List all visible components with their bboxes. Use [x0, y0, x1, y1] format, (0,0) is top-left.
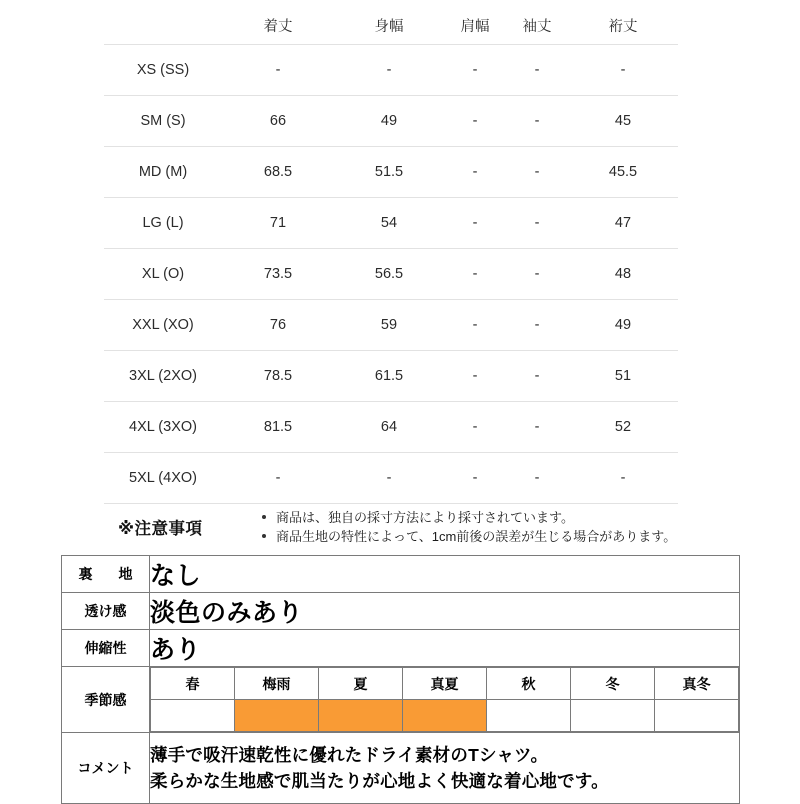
- cell-mihaba: 59: [334, 300, 444, 351]
- spec-value-stretch: あり: [150, 630, 740, 667]
- spec-label-sheerness: 透け感: [62, 593, 150, 630]
- row-size-label: SM (S): [104, 96, 222, 147]
- table-row-stretch: [62, 630, 740, 667]
- cell-mihaba: 61.5: [334, 351, 444, 402]
- cell-mihaba: 49: [334, 96, 444, 147]
- spec-label-stretch: 伸縮性: [62, 630, 150, 667]
- cell-yukitake: -: [568, 453, 678, 504]
- cell-katahaba: -: [444, 402, 506, 453]
- size-chart-header-row: [104, 6, 678, 45]
- size-chart: [104, 6, 678, 504]
- cell-sodetake: -: [506, 45, 568, 96]
- cell-kitake: 81.5: [222, 402, 334, 453]
- season-mark-mafuyu: [655, 700, 739, 732]
- col-header-kitake: 着丈: [222, 6, 334, 45]
- cell-yukitake: 47: [568, 198, 678, 249]
- season-mark-manatsu: [403, 700, 487, 732]
- cell-katahaba: -: [444, 198, 506, 249]
- table-row: [104, 300, 678, 351]
- table-row: [104, 147, 678, 198]
- spec-label-lining: 裏 地: [62, 556, 150, 593]
- cell-sodetake: -: [506, 198, 568, 249]
- row-size-label: MD (M): [104, 147, 222, 198]
- table-row-lining: [62, 556, 740, 593]
- row-size-label: 4XL (3XO): [104, 402, 222, 453]
- spec-value-lining: なし: [150, 556, 740, 593]
- cell-yukitake: 45: [568, 96, 678, 147]
- cell-mihaba: -: [334, 45, 444, 96]
- table-row: [104, 96, 678, 147]
- cell-kitake: -: [222, 453, 334, 504]
- notes-section: [118, 508, 698, 546]
- cell-kitake: 66: [222, 96, 334, 147]
- table-row-sheerness: [62, 593, 740, 630]
- cell-katahaba: -: [444, 300, 506, 351]
- cell-mihaba: 54: [334, 198, 444, 249]
- cell-katahaba: -: [444, 45, 506, 96]
- spec-table-container: [61, 555, 740, 804]
- row-size-label: LG (L): [104, 198, 222, 249]
- season-header-tsuyu: 梅雨: [235, 668, 319, 700]
- cell-sodetake: -: [506, 147, 568, 198]
- table-row: [104, 351, 678, 402]
- row-size-label: 3XL (2XO): [104, 351, 222, 402]
- col-header-sodetake: 袖丈: [506, 6, 568, 45]
- col-header-yukitake: 裄丈: [568, 6, 678, 45]
- cell-yukitake: 45.5: [568, 147, 678, 198]
- cell-mihaba: 56.5: [334, 249, 444, 300]
- list-item: 商品生地の特性によって、1cm前後の誤差が生じる場合があります。: [262, 527, 676, 546]
- cell-mihaba: 51.5: [334, 147, 444, 198]
- notes-label: ※注意事項: [118, 520, 203, 538]
- cell-kitake: 78.5: [222, 351, 334, 402]
- cell-yukitake: 51: [568, 351, 678, 402]
- spec-value-comment: [150, 733, 740, 804]
- season-header-mafuyu: 真冬: [655, 668, 739, 700]
- row-size-label: XXL (XO): [104, 300, 222, 351]
- season-mark-natsu: [319, 700, 403, 732]
- cell-kitake: 73.5: [222, 249, 334, 300]
- comment-line-2: 柔らかな生地感で肌当たりが心地よく快適な着心地です。: [150, 771, 609, 791]
- notes-list: [240, 508, 676, 546]
- cell-kitake: -: [222, 45, 334, 96]
- cell-kitake: 71: [222, 198, 334, 249]
- season-mark-fuyu: [571, 700, 655, 732]
- season-mark-row: [151, 700, 739, 732]
- cell-mihaba: 64: [334, 402, 444, 453]
- season-header-aki: 秋: [487, 668, 571, 700]
- table-row: [104, 402, 678, 453]
- cell-kitake: 76: [222, 300, 334, 351]
- table-row: [104, 249, 678, 300]
- season-header-haru: 春: [151, 668, 235, 700]
- cell-katahaba: -: [444, 96, 506, 147]
- col-header-mihaba: 身幅: [334, 6, 444, 45]
- table-row: [104, 45, 678, 96]
- col-header-katahaba: 肩幅: [444, 6, 506, 45]
- season-header-row: [151, 668, 739, 700]
- spec-table: [61, 555, 740, 804]
- cell-kitake: 68.5: [222, 147, 334, 198]
- row-size-label: XS (SS): [104, 45, 222, 96]
- cell-yukitake: 48: [568, 249, 678, 300]
- cell-yukitake: -: [568, 45, 678, 96]
- list-item: 商品は、独自の採寸方法により採寸されています。: [262, 508, 676, 527]
- cell-yukitake: 49: [568, 300, 678, 351]
- cell-sodetake: -: [506, 300, 568, 351]
- season-mark-haru: [151, 700, 235, 732]
- size-chart-body: [104, 45, 678, 504]
- cell-katahaba: -: [444, 453, 506, 504]
- table-row: [104, 198, 678, 249]
- cell-mihaba: -: [334, 453, 444, 504]
- spec-label-comment: コメント: [62, 733, 150, 804]
- spec-label-season: 季節感: [62, 667, 150, 733]
- cell-sodetake: -: [506, 249, 568, 300]
- table-row-season: [62, 667, 740, 733]
- cell-yukitake: 52: [568, 402, 678, 453]
- cell-sodetake: -: [506, 351, 568, 402]
- season-inner-table: [150, 667, 739, 732]
- cell-sodetake: -: [506, 453, 568, 504]
- col-header-size: [104, 6, 222, 45]
- season-mark-tsuyu: [235, 700, 319, 732]
- season-mark-aki: [487, 700, 571, 732]
- cell-sodetake: -: [506, 96, 568, 147]
- season-header-natsu: 夏: [319, 668, 403, 700]
- cell-katahaba: -: [444, 147, 506, 198]
- season-header-fuyu: 冬: [571, 668, 655, 700]
- season-header-manatsu: 真夏: [403, 668, 487, 700]
- row-size-label: 5XL (4XO): [104, 453, 222, 504]
- table-row: [104, 453, 678, 504]
- spec-value-sheerness: 淡色のみあり: [150, 593, 740, 630]
- cell-katahaba: -: [444, 249, 506, 300]
- table-row-comment: [62, 733, 740, 804]
- cell-katahaba: -: [444, 351, 506, 402]
- cell-sodetake: -: [506, 402, 568, 453]
- season-grid: [150, 667, 740, 733]
- size-chart-header: [104, 6, 678, 45]
- comment-line-1: 薄手で吸汗速乾性に優れたドライ素材のTシャツ。: [150, 745, 549, 765]
- row-size-label: XL (O): [104, 249, 222, 300]
- size-chart-table: [104, 6, 678, 504]
